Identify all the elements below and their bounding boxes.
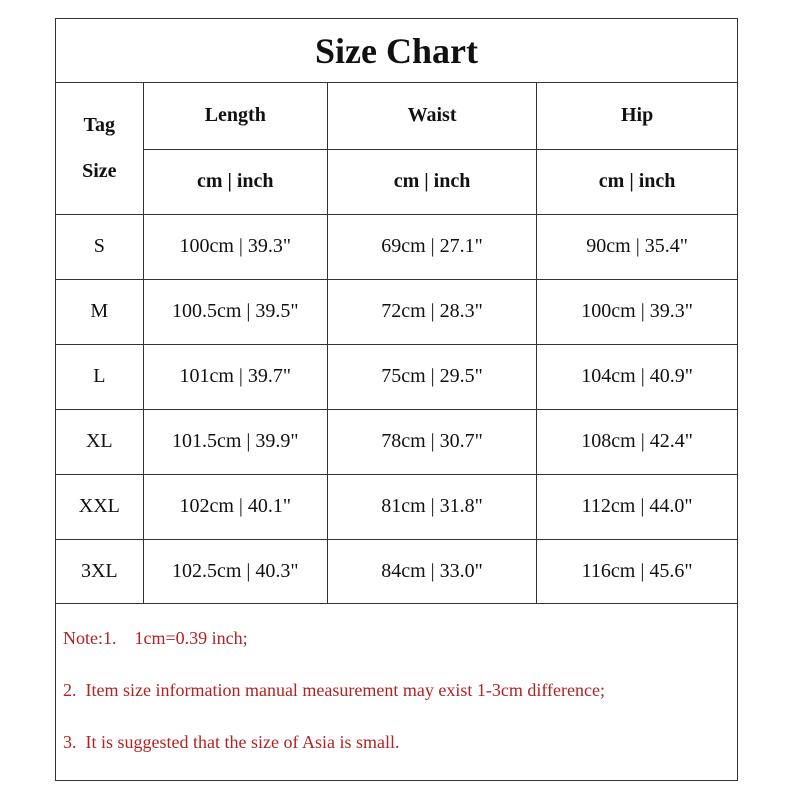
- size-chart: [55, 18, 738, 781]
- chart-title: Size Chart: [56, 19, 737, 83]
- hip-cell: 116cm | 45.6": [537, 539, 737, 604]
- size-cell: XXL: [56, 474, 143, 539]
- hip-cell: 90cm | 35.4": [537, 214, 737, 279]
- waist-cell: 69cm | 27.1": [327, 214, 536, 279]
- size-cell: 3XL: [56, 539, 143, 604]
- waist-cell: 84cm | 33.0": [327, 539, 536, 604]
- note-2: 2. Item size information manual measurement may exist 1-3cm difference;: [63, 680, 605, 700]
- waist-cell: 81cm | 31.8": [327, 474, 536, 539]
- length-cell: 102cm | 40.1": [143, 474, 327, 539]
- length-cell: 102.5cm | 40.3": [143, 539, 327, 604]
- note-3: 3. It is suggested that the size of Asia is small.: [63, 732, 400, 752]
- length-header: Length: [143, 83, 327, 149]
- waist-header: Waist: [327, 83, 536, 149]
- size-table: [56, 83, 737, 604]
- size-cell: XL: [56, 409, 143, 474]
- tag-size-label-line1: Tag: [83, 114, 116, 137]
- length-cell: 100.5cm | 39.5": [143, 279, 327, 344]
- hip-cell: 108cm | 42.4": [537, 409, 737, 474]
- hip-header: Hip: [537, 83, 737, 149]
- tag-size-header: [56, 83, 143, 214]
- hip-cell: 104cm | 40.9": [537, 344, 737, 409]
- length-cell: 100cm | 39.3": [143, 214, 327, 279]
- header-row: [56, 83, 737, 149]
- waist-units: cm | inch: [327, 149, 536, 214]
- length-cell: 101cm | 39.7": [143, 344, 327, 409]
- table-row: [56, 214, 737, 279]
- hip-cell: 112cm | 44.0": [537, 474, 737, 539]
- tag-size-label-line2: Size: [82, 160, 117, 183]
- hip-units: cm | inch: [537, 149, 737, 214]
- table-row: [56, 279, 737, 344]
- table-row: [56, 409, 737, 474]
- waist-cell: 75cm | 29.5": [327, 344, 536, 409]
- waist-cell: 72cm | 28.3": [327, 279, 536, 344]
- table-row: [56, 474, 737, 539]
- note-1: Note:1. 1cm=0.39 inch;: [63, 628, 248, 648]
- units-row: [56, 149, 737, 214]
- hip-cell: 100cm | 39.3": [537, 279, 737, 344]
- size-cell: S: [56, 214, 143, 279]
- size-cell: L: [56, 344, 143, 409]
- notes-section: [56, 603, 737, 782]
- table-row: [56, 539, 737, 604]
- length-cell: 101.5cm | 39.9": [143, 409, 327, 474]
- size-cell: M: [56, 279, 143, 344]
- waist-cell: 78cm | 30.7": [327, 409, 536, 474]
- length-units: cm | inch: [143, 149, 327, 214]
- table-row: [56, 344, 737, 409]
